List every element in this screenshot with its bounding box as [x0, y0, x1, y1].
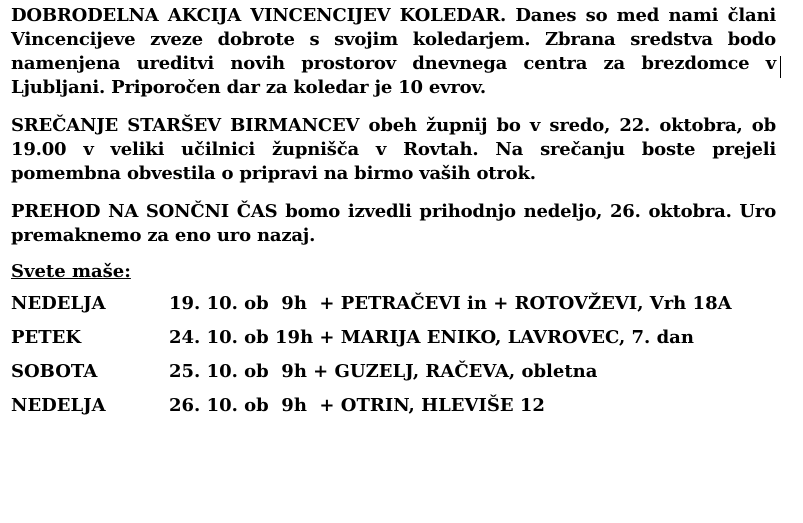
mass-detail: 19. 10. ob 9h + PETRAČEVI in + ROTOVŽEVI, Vrh 18A [169, 293, 732, 314]
mass-day: PETEK [11, 327, 82, 348]
parish-announcements-document [11, 4, 776, 429]
masses-heading: Svete maše: [11, 261, 131, 282]
mass-day: NEDELJA [11, 395, 106, 416]
mass-day: SOBOTA [11, 361, 98, 382]
mass-day: NEDELJA [11, 293, 106, 314]
mass-row [11, 327, 776, 361]
mass-detail: 26. 10. ob 9h + OTRIN, HLEVIŠE 12 [169, 395, 545, 416]
mass-detail: 25. 10. ob 9h + GUZELJ, RAČEVA, obletna [169, 361, 598, 382]
text-cursor [780, 56, 781, 78]
mass-schedule [11, 293, 776, 429]
announcement-vincentian-calendar: DOBRODELNA AKCIJA VINCENCIJEV KOLEDAR. Danes so med nami člani Vincencijeve zveze dobrote s svojim koledarjem. Zbrana sredstva bodo namenjena ureditvi novih prostorov dnevnega centra za brezdomce v Ljubljani. Priporočen dar za koledar je 10 evrov. [11, 5, 776, 98]
announcement-confirmation-parents-meeting: SREČANJE STARŠEV BIRMANCEV obeh župnij bo v sredo, 22. oktobra, ob 19.00 v veliki učilnici župnišča v Rovtah. Na srečanju boste prejeli pomembna obvestila o pripravi na birmo vaših otrok. [11, 115, 776, 184]
mass-row [11, 293, 776, 327]
announcement-daylight-time-change: PREHOD NA SONČNI ČAS bomo izvedli prihodnjo nedeljo, 26. oktobra. Uro premaknemo za eno uro nazaj. [11, 201, 776, 246]
mass-detail: 24. 10. ob 19h + MARIJA ENIKO, LAVROVEC, 7. dan [169, 327, 694, 348]
mass-row [11, 395, 776, 429]
mass-row [11, 361, 776, 395]
